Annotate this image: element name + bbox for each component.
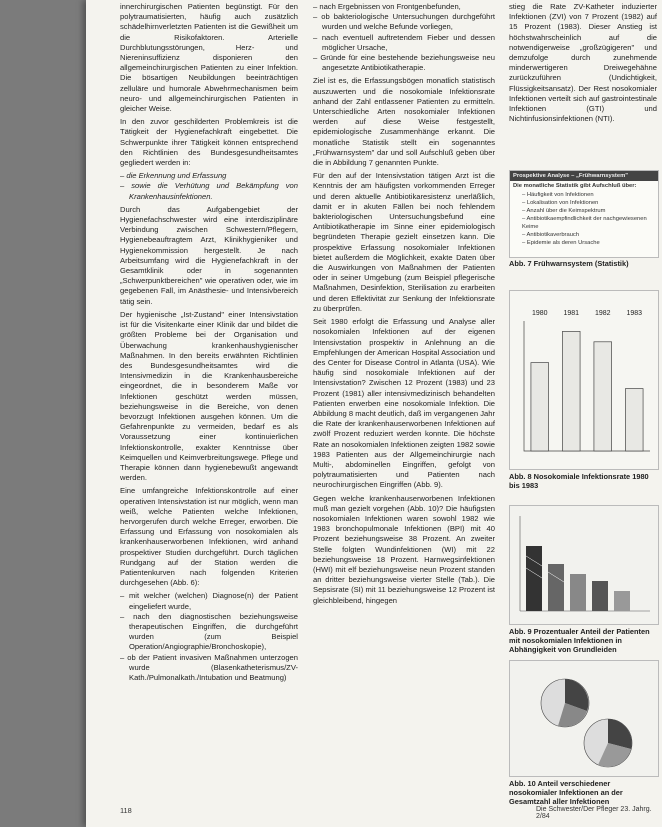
caption-number: Abb. 9 xyxy=(509,627,532,636)
stacked-bar-graphic xyxy=(510,506,658,624)
paragraph: Durch das Aufgabengebiet der Hygienefachschwester wird eine interdisziplinäre Verbindung zwischen Schwestern/Pflegern, Hygienebeauftragtem Arzt, Klinikhygieniker und Hygienekommission hergestellt. Je nach Arbeitsumfang wird die Hygienefachkraft in der Gesamtklinik oder in sogenannten „Schwerpunktbereichen" wie operativen oder, wie im gegebenen Fall, im Anästhesie- und Intensivbereich tätig sein. xyxy=(120,204,298,306)
list-item: – Lokalisation von Infektionen xyxy=(522,199,658,207)
text-column-1 xyxy=(120,2,298,797)
list-item: – ob der Patient invasiven Maßnahmen unterzogen wurde (Blasenkatheterismus/ZV-Kath./Pulmonalkath./Intubation und Beatmung) xyxy=(120,653,298,684)
document-page xyxy=(86,0,662,827)
bullet-list xyxy=(120,591,298,683)
paragraph: Der hygienische „Ist-Zustand" einer Intensivstation ist für die Visitenkarte einer Klinik dar und bildet die größten Probleme bei der Organisation und Überwachung krankenhaushygienischer Maßnahmen. In den bereits erwähnten Richtlinien des Bundesgesundheitsamtes wird die Intensivmedizin in die Krankenhausbereiche eingeordnet, die in besonderem Maße vor Infektionen geschützt werden müssen, beziehungsweise in die Bereiche, von denen bevorzugt Infektionen ausgehen können. Um die Gefahrenpunkte zu vermeiden, bedarf es als Voraussetzung einer kontinuierlichen Infektionskontrolle, exakter Kenntnisse über Keimquellen und Keimverbreitungswege. Pflege und Therapie können dann hygienebewußt angewandt werden. xyxy=(120,309,298,483)
paragraph: Seit 1980 erfolgt die Erfassung und Analyse aller nosokomialen Infektionen auf der eigenen Intensivstation prospektiv in Anlehnung an die Empfehlungen der American Hospital Association und des Center for Disease Control in Atlanta (USA). Wie häufig sind nosokomiale Infektionen auf der Intensivstation? Zwischen 12 Prozent (1983) und 23 Prozent (1981) aller intensivmedizinisch behandelten Patienten erwerben eine nosokomiale Infektion. Die Abbildung 8 macht deutlich, daß im vergangenen Jahr die Rate der krankenhauserworbenen Infektionen auf zwölf Prozent reduziert werden konnte. Die höchste Rate an nosokomialen Infektionen zeigten 1982 sowie 1983 Patienten aus der Allgemeinchirurgie nach Multi-, abdominellen Eingriffen, gefolgt von polytraumatisierten und Patienten nach neurochirurgischen Eingriffen (Abb. 9). xyxy=(313,317,495,490)
caption-text: Nosokomiale Infektionsrate 1980 bis 1983 xyxy=(509,472,649,490)
list-item: – nach den diagnostischen beziehungsweise therapeutischen Eingriffen, die durchgeführt wurden (zum Beispiel Operation/Angiographie/Bronchoskopie), xyxy=(120,612,298,653)
bar-chart xyxy=(510,291,658,469)
figure-10-chart xyxy=(509,660,659,777)
paragraph: In den zuvor geschilderten Problemkreis ist die Tätigkeit der Hygienefachkraft eingebettet. Die Schwerpunkte ihrer Tätigkeit können entsprechend den Richtlinien des Bundesgesundheitsamtes gegliedert werden in: xyxy=(120,117,298,168)
bullet-list xyxy=(120,171,298,202)
figure-7-list xyxy=(510,191,658,247)
caption-number: Abb. 7 xyxy=(509,259,532,268)
tick-label: 1981 xyxy=(563,310,580,317)
text-column-2 xyxy=(313,2,495,797)
list-item: – Antibiotikaempfindlichkeit der nachgewiesenen Keime xyxy=(522,215,658,231)
list-item: – Antibiotikaverbrauch xyxy=(522,231,658,239)
list-item: – mit welcher (welchen) Diagnose(n) der Patient eingeliefert wurde, xyxy=(120,591,298,611)
paragraph: Für den auf der Intensivstation tätigen Arzt ist die Kenntnis der am häufigsten vorkommenden Erreger und deren aktuelle Antibiotikaresistenz unerläßlich, damit er in akuten Fällen bei noch fehlendem bakteriologischen Untersuchungsbefund eine Antibiotikatherapie im Sinne einer epidemiologisch begründeten Therapie gezielt einsetzen kann. Die prospektive Erfassung nosokomialer Infektionen bietet außerdem die Möglichkeit, exakte Daten über die Auswirkungen von Maßnahmen der Patienten oder in seiner Umgebung (zum Beispiel pflegerische Maßnahmen, Desinfektion, Sterilisation zu erarbeiten und deren Effektivität zur Senkung der Infektionsrate zu überprüfen. xyxy=(313,171,495,313)
figure-9-chart xyxy=(509,505,659,625)
tick-label: 1980 xyxy=(531,310,548,317)
list-item: – sowie die Verhütung und Bekämpfung von Krankenhausinfektionen. xyxy=(120,181,298,201)
figure-7-subheader: Die monatliche Statistik gibt Aufschluß über: xyxy=(513,183,637,189)
caption-text: Anteil verschiedener nosokomialer Infektionen an der Gesamtzahl aller Infektionen xyxy=(509,779,623,806)
list-item: – Anzahl über die Keimspektrum xyxy=(522,207,658,215)
figure-7-box xyxy=(509,170,659,258)
figure-10-caption xyxy=(509,779,657,806)
paragraph: Ziel ist es, die Erfassungsbögen monatlich statistisch auszuwerten und die nosokomiale Infektionsrate anhand der Zahl entlassener Patienten zu ermitteln. Unterschiedliche Arten nosokomialer Infektionen werden auf diese Weise festgestellt, epidemiologische Zusammenhänge erkannt. Die monatliche Statistik stellt ein sogenanntes „Frühwarnsystem" dar und soll Aufschluß geben über die in Abbildung 7 genannten Punkte. xyxy=(313,76,495,168)
caption-number: Abb. 10 xyxy=(509,779,536,788)
pie-charts-graphic xyxy=(510,661,658,776)
paragraph: stieg die Rate ZV-Katheter induzierter Infektionen (ZVI) von 7 Prozent (1982) auf 15 Prozent (1983). Dieser Anstieg ist höchstwahrscheinlich auf die notwendigerweise „großzügigeren" und demzufolge durch zunehmende minderwertigeren Dreiwegehähne zurückzuführen (Undichtigkeit, Flüssigkeitsansatz). Der Rest nosokomialer Infektionen verteilt sich auf gastrointestinale Infektionen (GTI) und Nichtinfusionsinfektionen (NTI). xyxy=(509,2,657,124)
figure-8-chart xyxy=(509,290,659,470)
figure-7-header: Prospektive Analyse – „Frühwarnsystem" xyxy=(510,171,658,181)
bar-1983 xyxy=(625,389,643,451)
list-item: – Epidemie als deren Ursache xyxy=(522,239,658,247)
pie-1983 xyxy=(584,719,632,767)
tick-label: 1983 xyxy=(626,310,643,317)
list-item: – nach Ergebnissen von Frontgenbefunden, xyxy=(313,2,495,12)
list-item: – nach eventuell auftretendem Fieber und dessen möglicher Ursache, xyxy=(313,33,495,53)
text-column-3 xyxy=(509,2,657,152)
paragraph: Gegen welche krankenhauserworbenen Infektionen muß man gezielt vorgehen (Abb. 10)? Die häufigsten nosokomialen Infektionen waren sowohl 1982 wie 1983 bronchopulmonale Infektionen (BPI) mit 40 Prozent beziehungsweise 38 Prozent. An zweiter Stelle folgten Wundinfektionen (WI) mit 22 beziehungsweise 18 Prozent. Harnwegsinfektionen (HWI) mit elf beziehungsweise neun Prozent standen an dritter beziehungsweise vierter Stelle (Tab.). Die Sepsisrate (SI) mit 11 beziehungsweise 12 Prozent ist gleichbleibend, hingegen xyxy=(313,493,495,605)
paragraph: innerchirurgischen Patienten begünstigt. Für den polytraumatisierten, häufig auch zusätzlich schädelhirnverletzten Patienten ist die Gewißheit um die Risikofaktoren. Arterielle Durchblutungsstörungen, Herz- und Niereninsuffizienz disponieren den allgemeinchirurgischen Patienten zu einer Infektion. Die bösartigen Neubildungen beeinträchtigen zelluläre und humorale Abwehrmechanismen beim neuro- und allgemeinchirurgischen Patienten in gleicher Weise. xyxy=(120,2,298,114)
figure-9-caption xyxy=(509,627,657,654)
figure-8-caption xyxy=(509,472,657,490)
caption-text: Prozentualer Anteil der Patienten mit nosokomialen Infektionen in Abhängigkeit von Grundleiden xyxy=(509,627,650,654)
bar-1981 xyxy=(562,331,580,451)
caption-number: Abb. 8 xyxy=(509,472,532,481)
page-number: 118 xyxy=(120,806,132,815)
tick-label: 1982 xyxy=(594,310,611,317)
pie-1982 xyxy=(541,679,589,727)
list-item: – Häufigkeit von Infektionen xyxy=(522,191,658,199)
bar-1980 xyxy=(531,363,549,451)
list-item: – die Erkennung und Erfassung xyxy=(120,171,298,181)
paragraph: Eine umfangreiche Infektionskontrolle auf einer operativen Intensivstation ist nur möglich, wenn man weiß, welche Patienten welche Infektionen, hervorgerufen durch welche Erreger, erworben. Die Erfassung und Erfassung von nosokomialen als krankenhauserworbenen Infektionen, wird anhand prospektiver Studien durchgeführt. Durch täglichen Rundgang auf der Station werden die Patientenkurven nach folgenden Kriterien durchgesehen (Abb. 6): xyxy=(120,486,298,588)
journal-footer: Die Schwester/Der Pfleger 23. Jahrg. 2/84 xyxy=(536,806,652,820)
list-item: – Gründe für eine bestehende beziehungsweise neu angesetzte Antibiotikatherapie. xyxy=(313,53,495,73)
bar-1982 xyxy=(594,342,612,451)
bullet-list xyxy=(313,2,495,73)
figure-7-caption xyxy=(509,259,657,268)
list-item: – ob bakteriologische Untersuchungen durchgeführt wurden und welche Befunde vorliegen, xyxy=(313,12,495,32)
caption-text: Frühwarnsystem (Statistik) xyxy=(533,259,629,268)
